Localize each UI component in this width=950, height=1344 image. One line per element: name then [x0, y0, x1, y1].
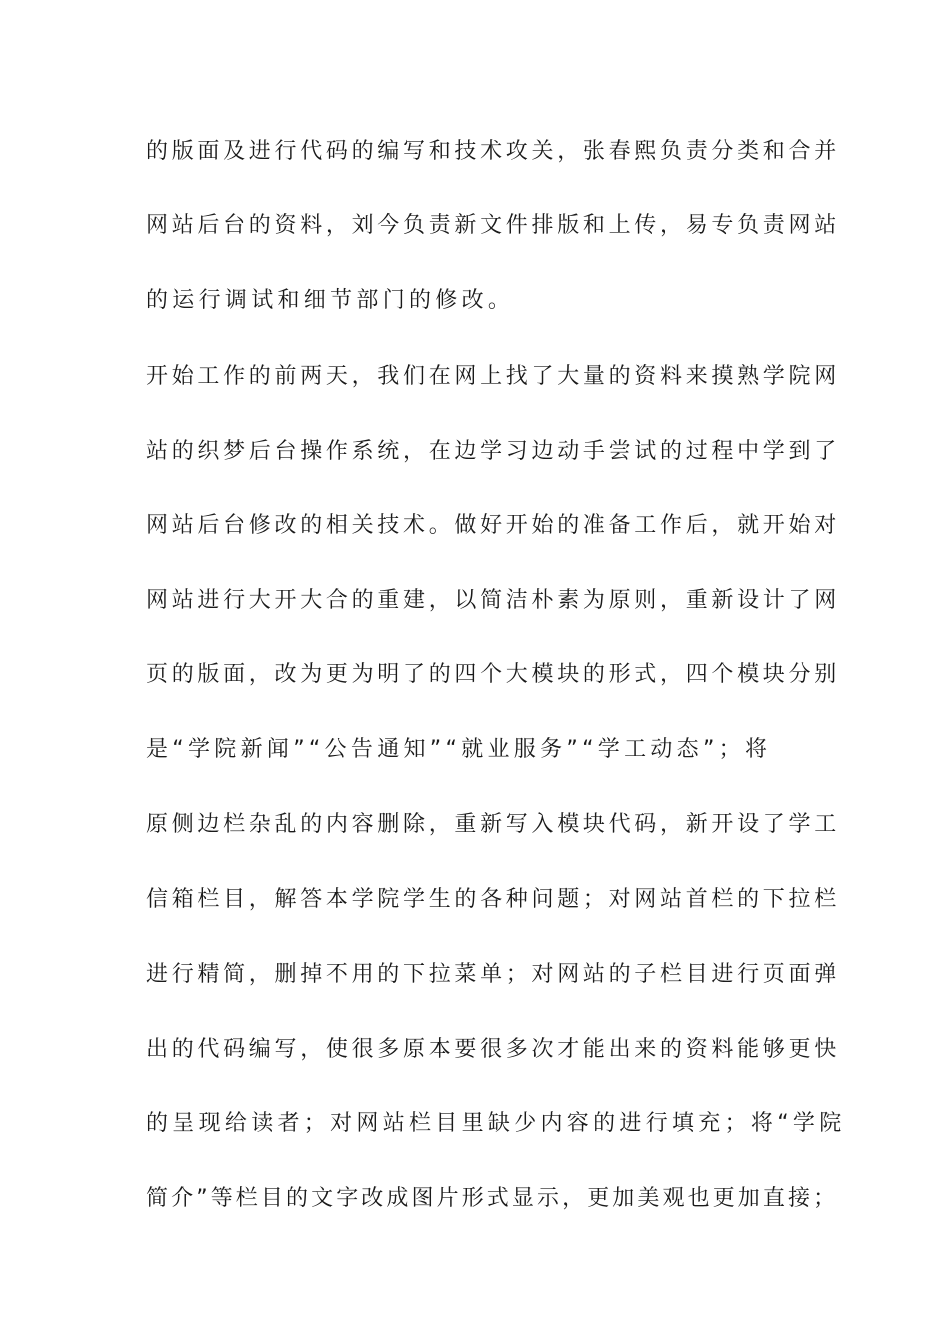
text-line: 网站后台修改的相关技术。做好开始的准备工作后，就开始对 — [146, 513, 840, 538]
text-line: 原侧边栏杂乱的内容删除，重新写入模块代码，新开设了学工 — [146, 812, 840, 837]
text-line: 站的织梦后台操作系统，在边学习边动手尝试的过程中学到了 — [146, 439, 840, 464]
text-line: 是“学院新闻”“公告通知”“就业服务”“学工动态”；将 — [146, 737, 772, 762]
text-line: 出的代码编写，使很多原本要很多次才能出来的资料能够更快 — [146, 1037, 840, 1062]
text-line: 信箱栏目，解答本学院学生的各种问题；对网站首栏的下拉栏 — [146, 887, 840, 912]
text-line: 的呈现给读者；对网站栏目里缺少内容的进行填充；将“学院 — [146, 1111, 846, 1136]
text-line: 页的版面，改为更为明了的四个大模块的形式，四个模块分别 — [146, 662, 840, 687]
text-line: 网站后台的资料，刘今负责新文件排版和上传，易专负责网站 — [146, 213, 840, 238]
text-line: 网站进行大开大合的重建，以简洁朴素为原则，重新设计了网 — [146, 588, 840, 613]
text-line: 的运行调试和细节部门的修改。 — [146, 288, 515, 313]
text-line: 的版面及进行代码的编写和技术攻关，张春熙负责分类和合并 — [146, 139, 840, 164]
text-line: 进行精简，删掉不用的下拉菜单；对网站的子栏目进行页面弹 — [146, 962, 840, 987]
text-line: 简介”等栏目的文字改成图片形式显示，更加美观也更加直接； — [146, 1186, 839, 1211]
text-line: 开始工作的前两天，我们在网上找了大量的资料来摸熟学院网 — [146, 364, 840, 389]
